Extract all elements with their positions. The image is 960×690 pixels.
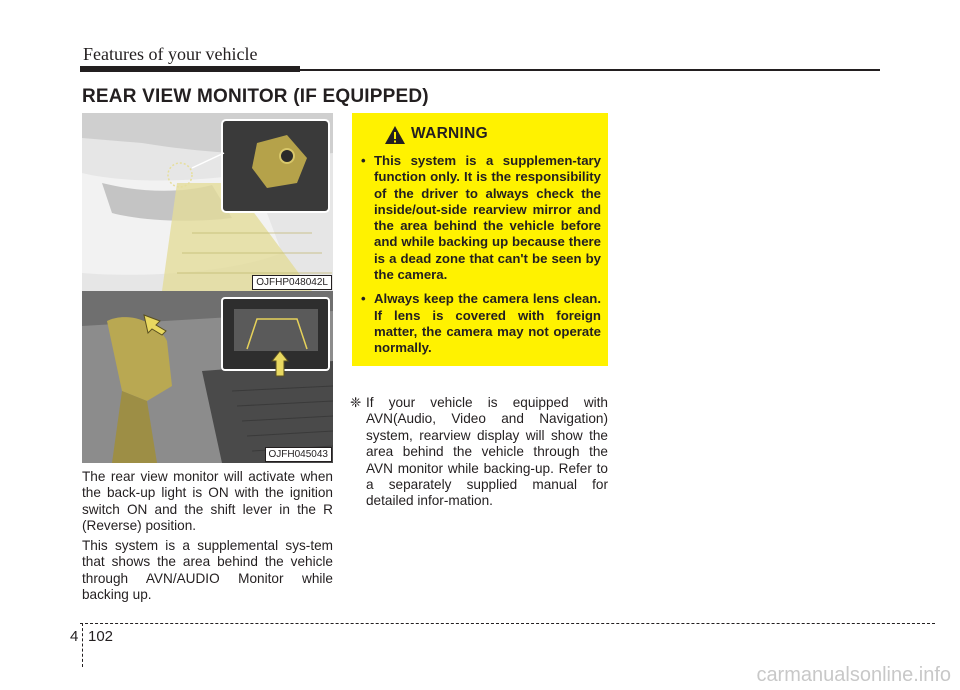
chapter-number: 4 <box>70 628 79 645</box>
note-mark: ❈ <box>350 395 362 410</box>
warning-item <box>359 291 601 356</box>
header-rule-thick <box>80 66 300 72</box>
bullet: • <box>361 153 366 168</box>
warning-item-text: This system is a supplemen-tary function only. It is the responsibility of the driver to always check the inside/out-side rearview mirror and the area behind the vehicle before and while backing up because there is a dead zone that can't be seen by the camera. <box>374 153 601 283</box>
warning-item <box>359 153 601 283</box>
note-text: If your vehicle is equipped with AVN(Audio, Video and Navigation) system, rearview display will show the area behind the vehicle through the AVN monitor while backing-up. Refer to a separately supplied manual for detailed infor-mation. <box>366 395 608 509</box>
rear-camera-illustration <box>82 113 333 291</box>
section-title: REAR VIEW MONITOR (IF EQUIPPED) <box>82 86 429 107</box>
watermark-text: carmanualsonline.info <box>756 664 951 686</box>
warning-item-text: Always keep the camera lens clean. If lens is covered with foreign matter, the camera may not operate normally. <box>374 291 601 356</box>
rear-camera-drawing <box>82 113 333 291</box>
warning-box <box>352 113 608 366</box>
note-paragraph <box>350 395 608 510</box>
figure-code: OJFH045043 <box>265 447 332 462</box>
body-paragraph: The rear view monitor will activate when the back-up light is ON with the ignition switch ON and the shift lever in the R (Reverse) position. <box>82 469 333 534</box>
warning-header <box>352 124 608 146</box>
header-rule-thin <box>300 69 880 71</box>
warning-list <box>359 153 601 365</box>
body-paragraph: This system is a supplemental sys-tem that shows the area behind the vehicle through AVN/AUDIO Monitor while backing up. <box>82 538 333 603</box>
bullet: • <box>361 291 366 307</box>
footer-dashed-rule <box>80 623 935 624</box>
shift-lever-illustration <box>82 291 333 463</box>
footer-vertical-dash <box>82 623 83 667</box>
warning-triangle-icon <box>384 125 406 145</box>
page-header-title: Features of your vehicle <box>83 44 258 64</box>
warning-title: WARNING <box>411 125 489 142</box>
shift-lever-drawing <box>82 291 333 463</box>
figure-code: OJFHP048042L <box>252 275 332 290</box>
page-number: 102 <box>88 628 114 645</box>
